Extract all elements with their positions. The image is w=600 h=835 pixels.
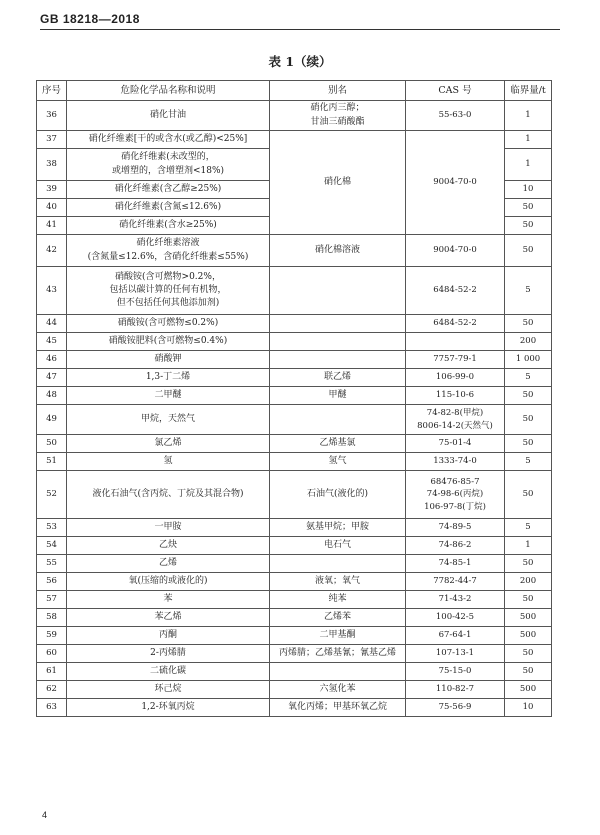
row-number-cell: 57 xyxy=(37,591,67,609)
chemical-name-cell: 硝化纤维素[干的或含水(或乙醇)<25%] xyxy=(67,131,270,149)
cas-cell: 100-42-5 xyxy=(406,609,505,627)
cas-cell: 6484-52-2 xyxy=(406,267,505,315)
alias-cell: 液氧；氧气 xyxy=(270,573,406,591)
row-number-cell: 63 xyxy=(37,699,67,717)
threshold-quantity-cell: 50 xyxy=(505,435,552,453)
cas-cell: 75-01-4 xyxy=(406,435,505,453)
row-number-cell: 42 xyxy=(37,235,67,267)
chemical-name-cell: 二硫化碳 xyxy=(67,663,270,681)
column-header-alias: 别名 xyxy=(270,81,406,101)
row-number-cell: 45 xyxy=(37,333,67,351)
row-number-cell: 40 xyxy=(37,199,67,217)
row-number-cell: 58 xyxy=(37,609,67,627)
table-row xyxy=(37,555,552,573)
alias-cell: 乙烯苯 xyxy=(270,609,406,627)
table-row xyxy=(37,627,552,645)
threshold-quantity-cell: 5 xyxy=(505,369,552,387)
threshold-quantity-cell: 50 xyxy=(505,645,552,663)
row-number-cell: 50 xyxy=(37,435,67,453)
threshold-quantity-cell: 200 xyxy=(505,573,552,591)
threshold-quantity-cell: 50 xyxy=(505,315,552,333)
cas-cell: 115-10-6 xyxy=(406,387,505,405)
alias-cell: 二甲基酮 xyxy=(270,627,406,645)
row-number-cell: 52 xyxy=(37,471,67,519)
table-row xyxy=(37,591,552,609)
row-number-cell: 47 xyxy=(37,369,67,387)
threshold-quantity-cell: 50 xyxy=(505,591,552,609)
chemical-name-cell: 液化石油气(含丙烷、丁烷及其混合物) xyxy=(67,471,270,519)
table-row xyxy=(37,681,552,699)
alias-cell: 氢气 xyxy=(270,453,406,471)
column-header-name: 危险化学品名称和说明 xyxy=(67,81,270,101)
table-row xyxy=(37,537,552,555)
alias-cell: 氨基甲烷；甲胺 xyxy=(270,519,406,537)
alias-cell: 硝化丙三醇； 甘油三硝酸酯 xyxy=(270,101,406,131)
threshold-quantity-cell: 1 xyxy=(505,149,552,181)
cas-cell: 71-43-2 xyxy=(406,591,505,609)
row-number-cell: 38 xyxy=(37,149,67,181)
alias-cell: 硝化棉溶液 xyxy=(270,235,406,267)
row-number-cell: 44 xyxy=(37,315,67,333)
threshold-quantity-cell: 50 xyxy=(505,235,552,267)
chemical-name-cell: 甲烷，天然气 xyxy=(67,405,270,435)
table-row xyxy=(37,267,552,315)
table-row xyxy=(37,435,552,453)
row-number-cell: 37 xyxy=(37,131,67,149)
table-row xyxy=(37,405,552,435)
header-rule xyxy=(40,29,560,30)
alias-cell xyxy=(270,555,406,573)
alias-cell: 石油气(液化的) xyxy=(270,471,406,519)
chemical-name-cell: 1,2-环氧丙烷 xyxy=(67,699,270,717)
threshold-quantity-cell: 50 xyxy=(505,199,552,217)
alias-cell: 硝化棉 xyxy=(270,131,406,235)
cas-cell: 7782-44-7 xyxy=(406,573,505,591)
row-number-cell: 59 xyxy=(37,627,67,645)
table-row xyxy=(37,131,552,149)
cas-cell: 74-85-1 xyxy=(406,555,505,573)
row-number-cell: 60 xyxy=(37,645,67,663)
chemical-name-cell: 苯 xyxy=(67,591,270,609)
table-row xyxy=(37,369,552,387)
chemical-name-cell: 硝酸铵肥料(含可燃物≤0.4%) xyxy=(67,333,270,351)
threshold-quantity-cell: 50 xyxy=(505,387,552,405)
alias-cell: 丙烯腈；乙烯基氰；氰基乙烯 xyxy=(270,645,406,663)
chemical-name-cell: 氢 xyxy=(67,453,270,471)
table-row xyxy=(37,699,552,717)
threshold-quantity-cell: 50 xyxy=(505,217,552,235)
threshold-quantity-cell: 5 xyxy=(505,519,552,537)
chemical-name-cell: 硝化纤维素(含乙醇≥25%) xyxy=(67,181,270,199)
table-row xyxy=(37,663,552,681)
threshold-quantity-cell: 500 xyxy=(505,681,552,699)
row-number-cell: 51 xyxy=(37,453,67,471)
chemical-name-cell: 硝化纤维素(未改型的， 或增塑的，含增塑剂<18%) xyxy=(67,149,270,181)
cas-cell: 9004-70-0 xyxy=(406,131,505,235)
alias-cell xyxy=(270,315,406,333)
chemical-name-cell: 硝酸铵(含可燃物≤0.2%) xyxy=(67,315,270,333)
cas-cell: 75-15-0 xyxy=(406,663,505,681)
page-number: 4 xyxy=(42,810,48,820)
cas-cell: 67-64-1 xyxy=(406,627,505,645)
cas-cell: 6484-52-2 xyxy=(406,315,505,333)
table-row xyxy=(37,645,552,663)
table-row xyxy=(37,573,552,591)
cas-cell: 110-82-7 xyxy=(406,681,505,699)
chemical-name-cell: 2-丙烯腈 xyxy=(67,645,270,663)
cas-cell: 9004-70-0 xyxy=(406,235,505,267)
row-number-cell: 36 xyxy=(37,101,67,131)
cas-cell: 74-86-2 xyxy=(406,537,505,555)
chemical-name-cell: 硝酸钾 xyxy=(67,351,270,369)
cas-cell: 107-13-1 xyxy=(406,645,505,663)
chemical-name-cell: 环己烷 xyxy=(67,681,270,699)
threshold-quantity-cell: 500 xyxy=(505,609,552,627)
threshold-quantity-cell: 5 xyxy=(505,453,552,471)
standard-number: GB 18218—2018 xyxy=(40,12,140,26)
column-header-threshold: 临界量/t xyxy=(505,81,552,101)
cas-cell: 75-56-9 xyxy=(406,699,505,717)
threshold-quantity-cell: 1 000 xyxy=(505,351,552,369)
alias-cell: 六氢化苯 xyxy=(270,681,406,699)
column-header-number: 序号 xyxy=(37,81,67,101)
chemical-name-cell: 硝化纤维素(含氮≤12.6%) xyxy=(67,199,270,217)
table-row xyxy=(37,609,552,627)
alias-cell xyxy=(270,663,406,681)
threshold-quantity-cell: 50 xyxy=(505,405,552,435)
table-row xyxy=(37,519,552,537)
row-number-cell: 46 xyxy=(37,351,67,369)
alias-cell: 氧化丙烯；甲基环氧乙烷 xyxy=(270,699,406,717)
threshold-quantity-cell: 50 xyxy=(505,471,552,519)
alias-cell xyxy=(270,267,406,315)
row-number-cell: 43 xyxy=(37,267,67,315)
cas-cell: 74-89-5 xyxy=(406,519,505,537)
chemical-name-cell: 乙烯 xyxy=(67,555,270,573)
threshold-quantity-cell: 1 xyxy=(505,131,552,149)
alias-cell: 纯苯 xyxy=(270,591,406,609)
cas-cell xyxy=(406,333,505,351)
threshold-quantity-cell: 1 xyxy=(505,537,552,555)
chemical-name-cell: 1,3-丁二烯 xyxy=(67,369,270,387)
chemical-name-cell: 氧(压缩的或液化的) xyxy=(67,573,270,591)
table-row xyxy=(37,351,552,369)
alias-cell: 乙烯基氯 xyxy=(270,435,406,453)
chemical-name-cell: 硝化纤维素溶液 (含氮量≤12.6%，含硝化纤维素≤55%) xyxy=(67,235,270,267)
row-number-cell: 49 xyxy=(37,405,67,435)
threshold-quantity-cell: 10 xyxy=(505,181,552,199)
threshold-quantity-cell: 1 xyxy=(505,101,552,131)
cas-cell: 68476-85-7 74-98-6(丙烷) 106-97-8(丁烷) xyxy=(406,471,505,519)
chemical-name-cell: 硝化纤维素(含水≥25%) xyxy=(67,217,270,235)
chemical-name-cell: 硝酸铵(含可燃物>0.2%， 包括以碳计算的任何有机物， 但不包括任何其他添加剂) xyxy=(67,267,270,315)
chemical-name-cell: 乙炔 xyxy=(67,537,270,555)
threshold-quantity-cell: 500 xyxy=(505,627,552,645)
cas-cell: 106-99-0 xyxy=(406,369,505,387)
row-number-cell: 56 xyxy=(37,573,67,591)
threshold-quantity-cell: 5 xyxy=(505,267,552,315)
table-header-row xyxy=(37,81,552,101)
row-number-cell: 39 xyxy=(37,181,67,199)
chemical-name-cell: 一甲胺 xyxy=(67,519,270,537)
chemical-name-cell: 二甲醚 xyxy=(67,387,270,405)
hazardous-chemicals-table xyxy=(36,80,552,717)
row-number-cell: 55 xyxy=(37,555,67,573)
chemical-name-cell: 苯乙烯 xyxy=(67,609,270,627)
table-row xyxy=(37,315,552,333)
row-number-cell: 41 xyxy=(37,217,67,235)
table-row xyxy=(37,333,552,351)
alias-cell xyxy=(270,405,406,435)
chemical-name-cell: 硝化甘油 xyxy=(67,101,270,131)
chemical-name-cell: 氯乙烯 xyxy=(67,435,270,453)
alias-cell xyxy=(270,333,406,351)
alias-cell: 甲醚 xyxy=(270,387,406,405)
cas-cell: 1333-74-0 xyxy=(406,453,505,471)
table-row xyxy=(37,101,552,131)
threshold-quantity-cell: 10 xyxy=(505,699,552,717)
row-number-cell: 61 xyxy=(37,663,67,681)
table-title: 表 1（续） xyxy=(268,54,332,69)
column-header-cas: CAS 号 xyxy=(406,81,505,101)
table-row xyxy=(37,471,552,519)
alias-cell: 电石气 xyxy=(270,537,406,555)
cas-cell: 55-63-0 xyxy=(406,101,505,131)
row-number-cell: 48 xyxy=(37,387,67,405)
cas-cell: 7757-79-1 xyxy=(406,351,505,369)
alias-cell: 联乙烯 xyxy=(270,369,406,387)
row-number-cell: 53 xyxy=(37,519,67,537)
chemical-name-cell: 丙酮 xyxy=(67,627,270,645)
alias-cell xyxy=(270,351,406,369)
table-row xyxy=(37,387,552,405)
cas-cell: 74-82-8(甲烷) 8006-14-2(天然气) xyxy=(406,405,505,435)
threshold-quantity-cell: 50 xyxy=(505,555,552,573)
row-number-cell: 54 xyxy=(37,537,67,555)
row-number-cell: 62 xyxy=(37,681,67,699)
table-row xyxy=(37,453,552,471)
table-row xyxy=(37,235,552,267)
threshold-quantity-cell: 200 xyxy=(505,333,552,351)
threshold-quantity-cell: 50 xyxy=(505,663,552,681)
